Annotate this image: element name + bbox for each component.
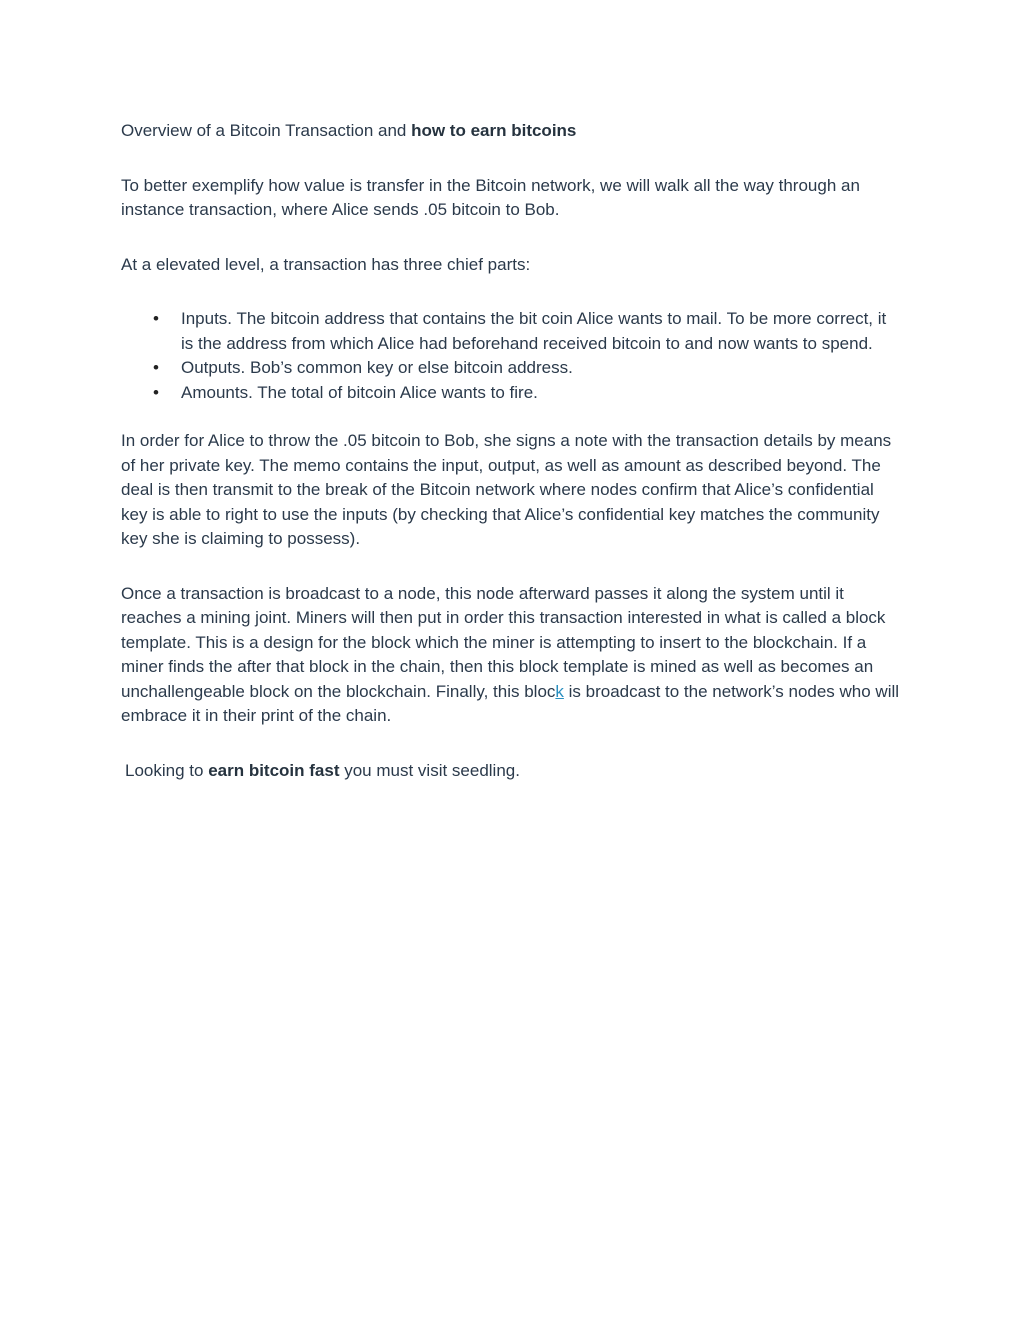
parts-intro-paragraph: At a elevated level, a transaction has three chief parts: <box>121 254 531 274</box>
closing-text-end: you must visit seedling. <box>339 760 520 780</box>
broadcast-paragraph <box>121 582 901 729</box>
list-item: • Inputs. The bitcoin address that contains the bit coin Alice wants to mail. To be more correct, it is the address from which Alice had beforehand received bitcoin to and now wants to spend. <box>181 307 901 356</box>
signing-paragraph: In order for Alice to throw the .05 bitcoin to Bob, she signs a note with the transaction details by means of her private key. The memo contains the input, output, as well as amount as described beyond. The deal is then transmit to the break of the Bitcoin network where nodes confirm that Alice’s confidential key is able to right to use the inputs (by checking that Alice’s confidential key matches the community key she is claiming to possess). <box>121 431 892 548</box>
closing-text: Looking to <box>125 760 209 780</box>
closing-paragraph <box>121 759 901 784</box>
block-link[interactable]: k <box>555 681 564 701</box>
list-item: • Amounts. The total of bitcoin Alice wants to fire. <box>181 381 901 406</box>
closing-bold-text: earn bitcoin fast <box>208 760 340 780</box>
broadcast-text-end: is broadcast to the network’s nodes who will embrace it in their print of the chain. <box>121 681 900 725</box>
title-bold-text: how to earn bitcoins <box>411 121 577 140</box>
document-page <box>121 119 901 813</box>
transaction-parts-list <box>121 307 901 405</box>
document-title <box>121 119 901 144</box>
broadcast-text: Once a transaction is broadcast to a node, this node afterward passes it along the system until it reaches a mining joint. Miners will then put in order this transaction interested in what is called a block template. This is a design for the block which the miner is attempting to insert to the blockchain. If a miner finds the after that block in the chain, then this block template is mined as well as becomes an unchallengeable block on the blockchain. Finally, this bloc <box>121 583 886 701</box>
list-item: • Outputs. Bob’s common key or else bitcoin address. <box>181 356 901 381</box>
title-text: Overview of a Bitcoin Transaction and <box>121 121 412 140</box>
intro-paragraph: To better exemplify how value is transfer in the Bitcoin network, we will walk all the way through an instance transaction, where Alice sends .05 bitcoin to Bob. <box>121 175 860 219</box>
